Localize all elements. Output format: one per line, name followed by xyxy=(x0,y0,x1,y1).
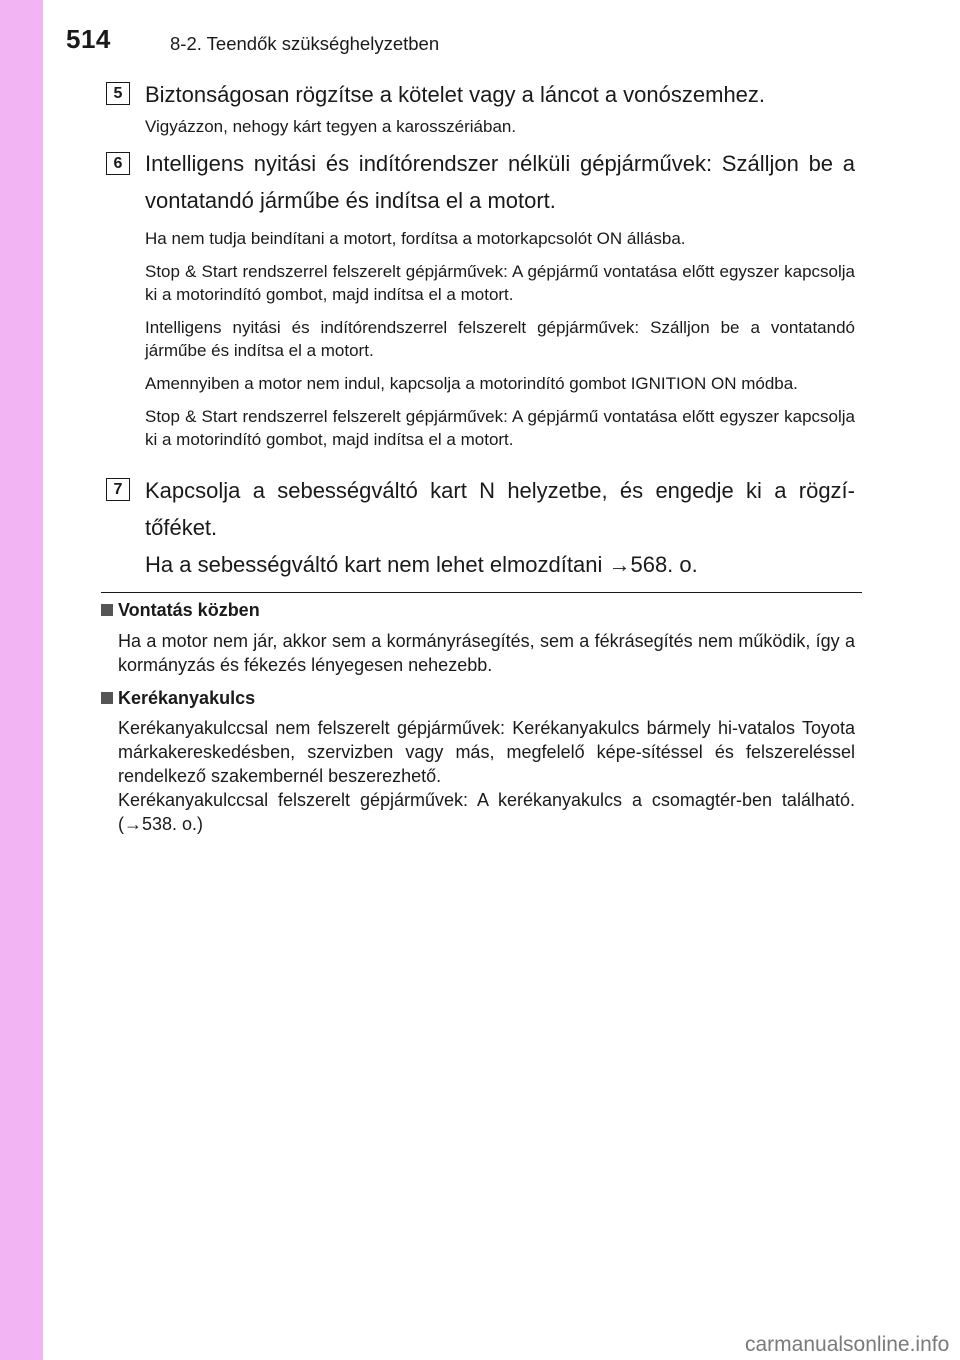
watermark: carmanualsonline.info xyxy=(745,1333,950,1356)
step-7 xyxy=(145,472,855,583)
step-6-note: Intelligens nyitási és indítórendszerrel felszerelt gépjárművek: Szálljon be a vontatandó járműbe és indítsa el a motort. xyxy=(145,318,855,360)
step-6-text: Intelligens nyitási és indítórendszer nélküli gépjárművek: Szálljon be a vontatandó járműbe és indítsa el a motort. xyxy=(145,151,855,213)
section-divider xyxy=(101,592,862,593)
step-6-note: Stop & Start rendszerrel felszerelt gépjárművek: A gépjármű vontatása előtt egyszer kapcsolja ki a motorindító gombot, majd indítsa el a motort. xyxy=(145,407,855,449)
step-5 xyxy=(145,76,855,138)
step-number-6: 6 xyxy=(106,152,130,175)
step-6-note: Ha nem tudja beindítani a motort, fordítsa a motorkapcsolót ON állásba. xyxy=(145,229,686,248)
section-title: 8-2. Teendők szükséghelyzetben xyxy=(170,33,440,54)
info-body-towing: Ha a motor nem jár, akkor sem a kormányrásegítés, sem a fékrásegítés nem működik, így a kormányzás és fékezés lényegesen nehezebb. xyxy=(118,631,855,675)
info-heading-lug-wrench: Kerékanyakulcs xyxy=(118,688,256,708)
info-body-lug-wrench-part1: Kerékanyakulccsal nem felszerelt gépjárművek: Kerékanyakulcs bármely hi-vatalos Toyota márkakereskedésben, szervizben vagy más, megfelelő képe-sítéssel és felszereléssel rendelkező szakembernél beszerezhető. xyxy=(118,718,855,786)
step-5-note: Vigyázzon, nehogy kárt tegyen a karosszériában. xyxy=(145,117,517,136)
info-body-lug-wrench xyxy=(118,716,855,836)
info-heading-towing: Vontatás közben xyxy=(118,600,260,620)
step-number-7: 7 xyxy=(106,478,130,501)
step-number-5: 5 xyxy=(106,82,130,105)
step-5-text: Biztonságosan rögzítse a kötelet vagy a láncot a vonószemhez. xyxy=(145,82,766,107)
step-6-note: Amennyiben a motor nem indul, kapcsolja a motorindító gombot IGNITION ON módba. xyxy=(145,374,798,393)
step-6 xyxy=(145,145,855,451)
step-7-reference: Ha a sebességváltó kart nem lehet elmozdítani →568. o. xyxy=(145,552,698,577)
square-bullet-icon xyxy=(101,692,113,704)
square-bullet-icon xyxy=(101,604,113,616)
page-number: 514 xyxy=(66,24,111,54)
step-7-text: Kapcsolja a sebességváltó kart N helyzetbe, és engedje ki a rögzí-tőféket. xyxy=(145,478,855,540)
info-body-lug-wrench-part2: Kerékanyakulccsal felszerelt gépjárművek: A kerékanyakulcs a csomagtér-ben található. (→538. o.) xyxy=(118,790,855,834)
step-6-note: Stop & Start rendszerrel felszerelt gépjárművek: A gépjármű vontatása előtt egyszer kapcsolja ki a motorindító gombot, majd indítsa el a motort. xyxy=(145,262,855,304)
sidebar-strip xyxy=(0,0,43,1360)
